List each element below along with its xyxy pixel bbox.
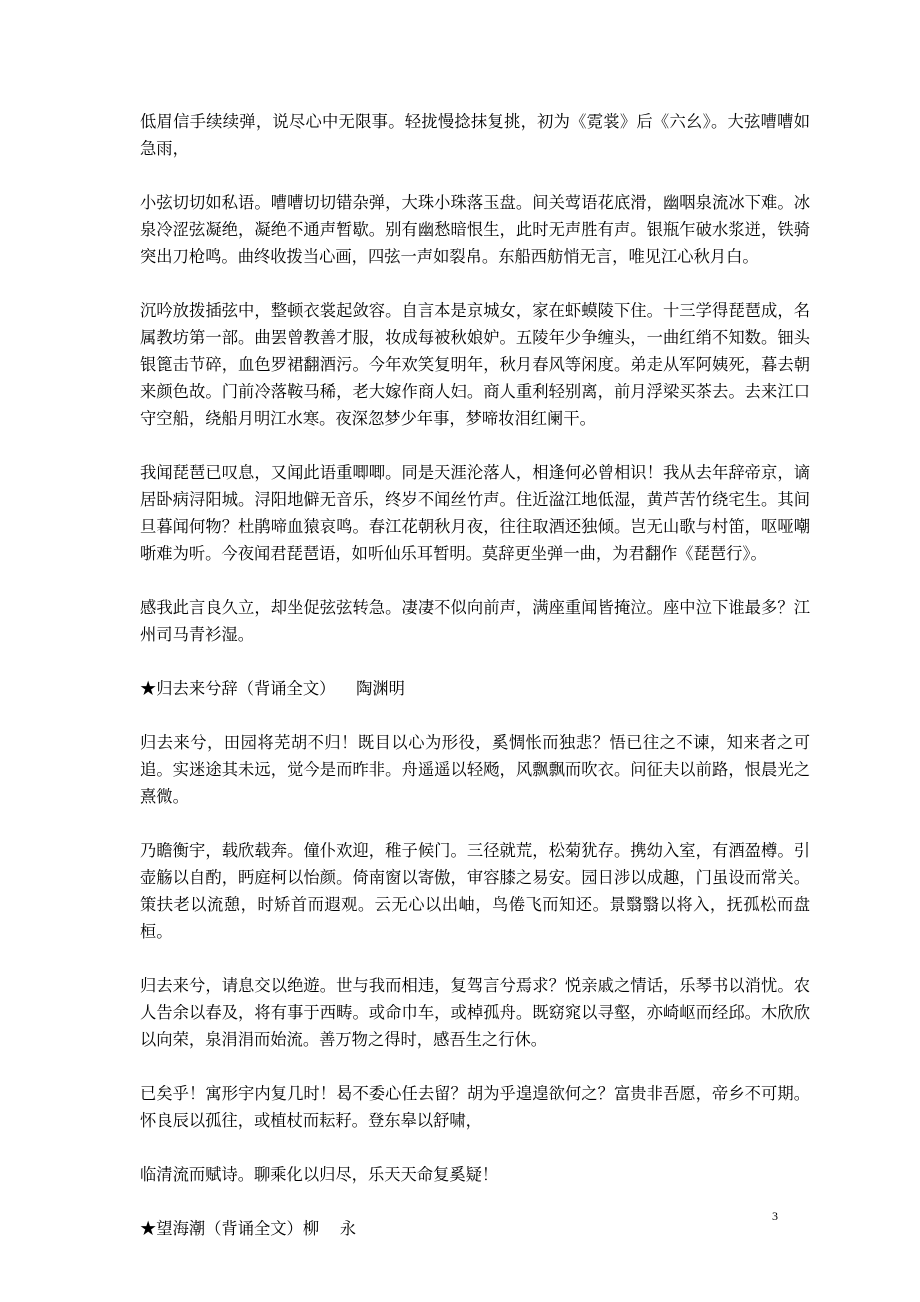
paragraph-pipa-4: 我闻琵琶已叹息，又闻此语重唧唧。同是天涯沦落人，相逢何必曾相识！我从去年辞帝京，谪居卧病浔阳城。浔阳地僻无音乐，终岁不闻丝竹声。住近湓江地低湿，黄芦苦竹绕宅生。其间旦暮闻何物？杜鹃啼血猿哀鸣。春江花朝秋月夜，往往取酒还独倾。岂无山歌与村笛，呕哑嘲哳难为听。今夜闻君琵琶语，如听仙乐耳暂明。莫辞更坐弹一曲，为君翻作《琵琶行》。 (140, 463, 810, 563)
paragraph-guiqulai-3: 归去来兮，请息交以绝遊。世与我而相违，复驾言兮焉求？悦亲戚之情话，乐琴书以消忧。农人告余以春及，将有事于西畴。或命巾车，或棹孤舟。既窈窕以寻壑，亦崎岖而经邱。木欣欣以向荣，泉涓涓而始流。善万物之得时，感吾生之行休。 (140, 976, 810, 1049)
paragraph-pipa-5: 感我此言良久立，却坐促弦弦转急。凄凄不似向前声，满座重闻皆掩泣。座中泣下谁最多？江州司马青衫湿。 (140, 598, 810, 644)
paragraph-guiqulai-5: 临清流而赋诗。聊乘化以归尽，乐天天命复奚疑！ (140, 1165, 499, 1184)
paragraph-pipa-1: 低眉信手续续弹，说尽心中无限事。轻拢慢捻抹复挑，初为《霓裳》后《六幺》。大弦嘈嘈如急雨， (140, 112, 810, 158)
page-number: 3 (772, 1209, 778, 1223)
paragraph-guiqulai-1: 归去来兮，田园将芜胡不归！既目以心为形役，奚惆怅而独悲？悟已往之不谏，知来者之可追。实迷途其未远，觉今是而昨非。舟遥遥以轻飏，风飘飘而吹衣。问征夫以前路，恨晨光之熹微。 (140, 733, 810, 806)
paragraph-pipa-3: 沉吟放拨插弦中，整顿衣裳起敛容。自言本是京城女，家在虾蟆陵下住。十三学得琵琶成，名属教坊第一部。曲罢曾教善才服，妆成每被秋娘妒。五陵年少争缠头，一曲红绡不知数。钿头银篦击节碎，血色罗裙翻酒污。今年欢笑复明年，秋月春风等闲度。弟走从军阿姨死，暮去朝来颜色故。门前冷落鞍马稀，老大嫁作商人妇。商人重利轻别离，前月浮梁买茶去。去来江口守空船，绕船月明江水寒。夜深忽梦少年事，梦啼妆泪红阑干。 (140, 301, 810, 428)
paragraph-guiqulai-4: 已矣乎！寓形宇内复几时！曷不委心任去留？胡为乎遑遑欲何之？富贵非吾愿，帝乡不可期。怀良辰以孤往，或植杖而耘耔。登东皋以舒啸， (140, 1084, 810, 1130)
section-heading-guiqulai: ★归去来兮辞（背诵全文） 陶渊明 (140, 679, 405, 698)
paragraph-guiqulai-2: 乃瞻衡宇，载欣载奔。僮仆欢迎，稚子候门。三径就荒，松菊犹存。携幼入室，有酒盈樽。引壶觞以自酌，眄庭柯以怡颜。倚南窗以寄傲，审容膝之易安。园日涉以成趣，门虽设而常关。策扶老以流憩，时矫首而遐观。云无心以出岫，鸟倦飞而知还。景翳翳以将入，抚孤松而盘桓。 (140, 841, 810, 941)
paragraph-pipa-2: 小弦切切如私语。嘈嘈切切错杂弹，大珠小珠落玉盘。间关莺语花底滑，幽咽泉流冰下难。冰泉冷涩弦凝绝，凝绝不通声暂歇。别有幽愁暗恨生，此时无声胜有声。银瓶乍破水浆迸，铁骑突出刀枪鸣。曲终收拨当心画，四弦一声如裂帛。东船西舫悄无言，唯见江心秋月白。 (140, 193, 810, 266)
section-heading-wanghaichao: ★望海潮（背诵全文）柳 永 (140, 1219, 357, 1238)
page-body (140, 108, 810, 1269)
